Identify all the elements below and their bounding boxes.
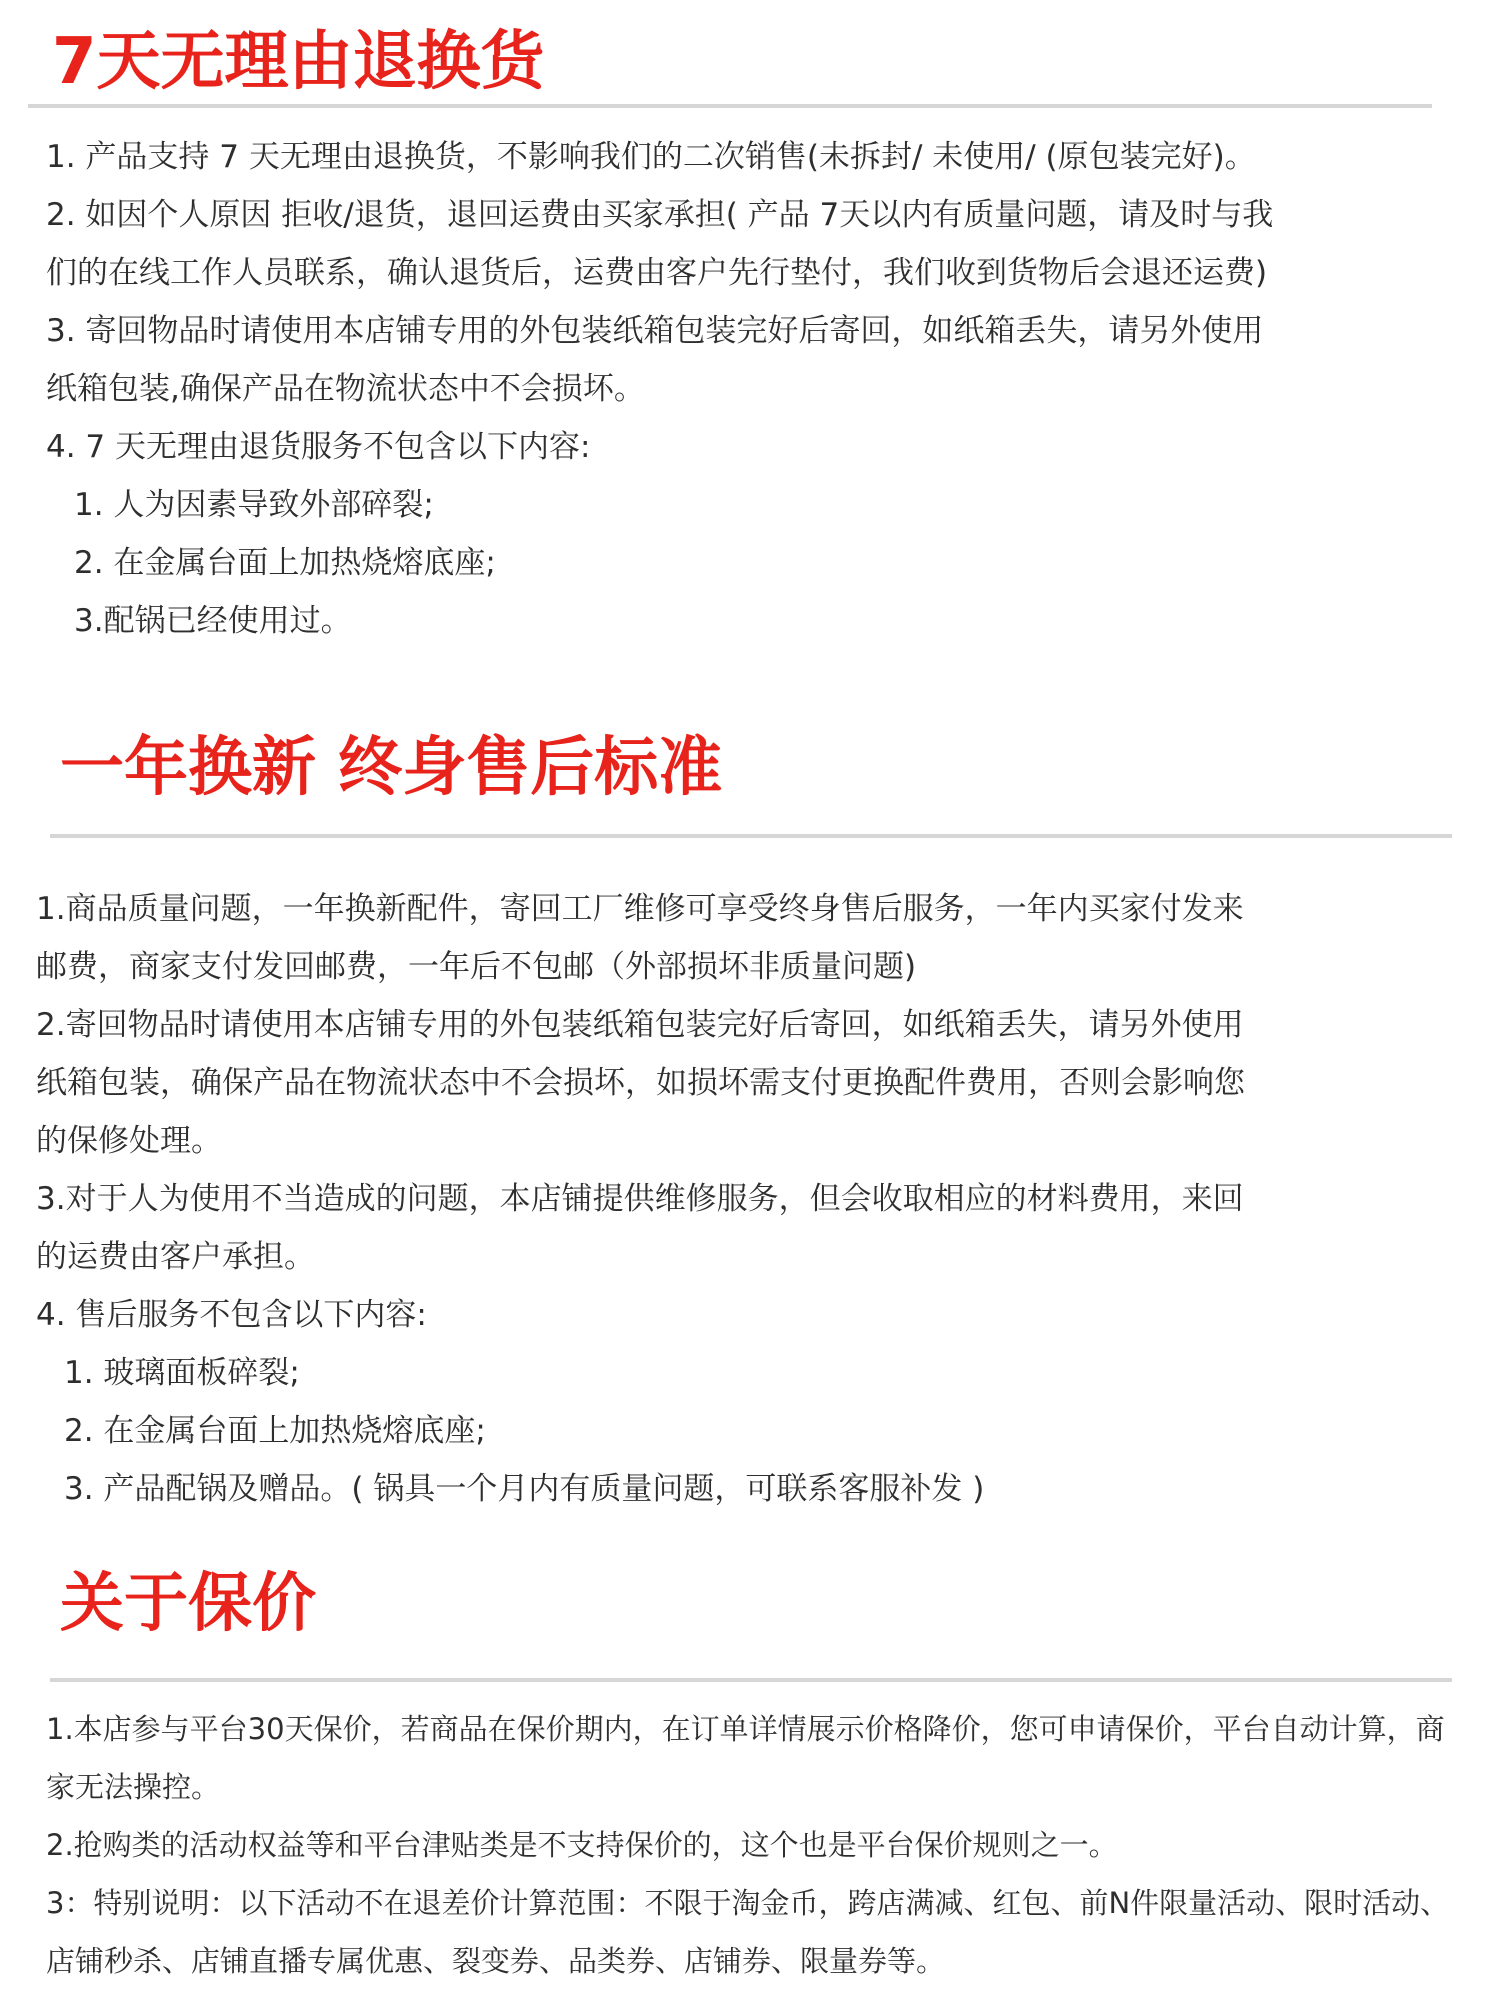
return-policy-list bbox=[46, 128, 1466, 650]
policy-line: 1.商品质量问题，一年换新配件，寄回工厂维修可享受终身售后服务，一年内买家付发来 bbox=[36, 891, 1244, 927]
section-title-price-protection: 关于保价 bbox=[60, 1567, 316, 1641]
policy-line: 店铺秒杀、店铺直播专属优惠、裂变券、品类券、店铺券、限量券等。 bbox=[46, 1944, 946, 1978]
policy-line: 纸箱包装,确保产品在物流状态中不会损坏。 bbox=[46, 371, 645, 407]
policy-line: 们的在线工作人员联系，确认退货后，运费由客户先行垫付，我们收到货物后会退还运费) bbox=[46, 255, 1268, 291]
section-title-warranty: 一年换新 终身售后标准 bbox=[60, 731, 723, 805]
policy-line: 的保修处理。 bbox=[36, 1123, 222, 1159]
warranty-policy-list bbox=[36, 880, 1476, 1518]
policy-line: 3. 寄回物品时请使用本店铺专用的外包装纸箱包装完好后寄回，如纸箱丢失，请另外使用 bbox=[46, 313, 1264, 349]
policy-line: 3：特别说明：以下活动不在退差价计算范围：不限于淘金币，跨店满减、红包、前N件限量活动、限时活动、 bbox=[46, 1886, 1450, 1920]
policy-line: 的运费由客户承担。 bbox=[36, 1239, 315, 1275]
policy-line: 4. 7 天无理由退货服务不包含以下内容: bbox=[46, 429, 591, 465]
section-title-7day-return: 7天无理由退换货 bbox=[52, 25, 545, 99]
policy-sub-line: 3. 产品配锅及赠品。( 锅具一个月内有质量问题，可联系客服补发 ) bbox=[64, 1471, 985, 1507]
policy-sub-line: 3.配锅已经使用过。 bbox=[74, 603, 352, 639]
policy-line: 家无法操控。 bbox=[46, 1770, 221, 1804]
policy-line: 纸箱包装，确保产品在物流状态中不会损坏，如损坏需支付更换配件费用，否则会影响您 bbox=[36, 1065, 1245, 1101]
policy-line: 3.对于人为使用不当造成的问题，本店铺提供维修服务，但会收取相应的材料费用，来回 bbox=[36, 1181, 1244, 1217]
policy-line: 4. 售后服务不包含以下内容: bbox=[36, 1297, 427, 1333]
policy-line: 2.抢购类的活动权益等和平台津贴类是不支持保价的，这个也是平台保价规则之一。 bbox=[46, 1828, 1118, 1862]
policy-sub-line: 1. 玻璃面板碎裂; bbox=[64, 1355, 300, 1391]
section-divider bbox=[50, 834, 1452, 838]
policy-line: 2. 如因个人原因 拒收/退货，退回运费由买家承担( 产品 7天以内有质量问题，请及时与我 bbox=[46, 197, 1274, 233]
policy-sub-line: 1. 人为因素导致外部碎裂; bbox=[74, 487, 434, 523]
section-divider bbox=[28, 104, 1432, 108]
policy-sub-line: 2. 在金属台面上加热烧熔底座; bbox=[74, 545, 496, 581]
section-divider bbox=[50, 1678, 1452, 1682]
price-protection-list bbox=[46, 1700, 1466, 1990]
policy-sub-line: 2. 在金属台面上加热烧熔底座; bbox=[64, 1413, 486, 1449]
policy-line: 1.本店参与平台30天保价，若商品在保价期内，在订单详情展示价格降价，您可申请保价，平台自动计算，商 bbox=[46, 1712, 1445, 1746]
policy-line: 邮费，商家支付发回邮费，一年后不包邮（外部损坏非质量问题) bbox=[36, 949, 917, 985]
policy-line: 2.寄回物品时请使用本店铺专用的外包装纸箱包装完好后寄回，如纸箱丢失，请另外使用 bbox=[36, 1007, 1244, 1043]
policy-line: 1. 产品支持 7 天无理由退换货，不影响我们的二次销售(未拆封/ 未使用/ (原包装完好)。 bbox=[46, 139, 1256, 175]
